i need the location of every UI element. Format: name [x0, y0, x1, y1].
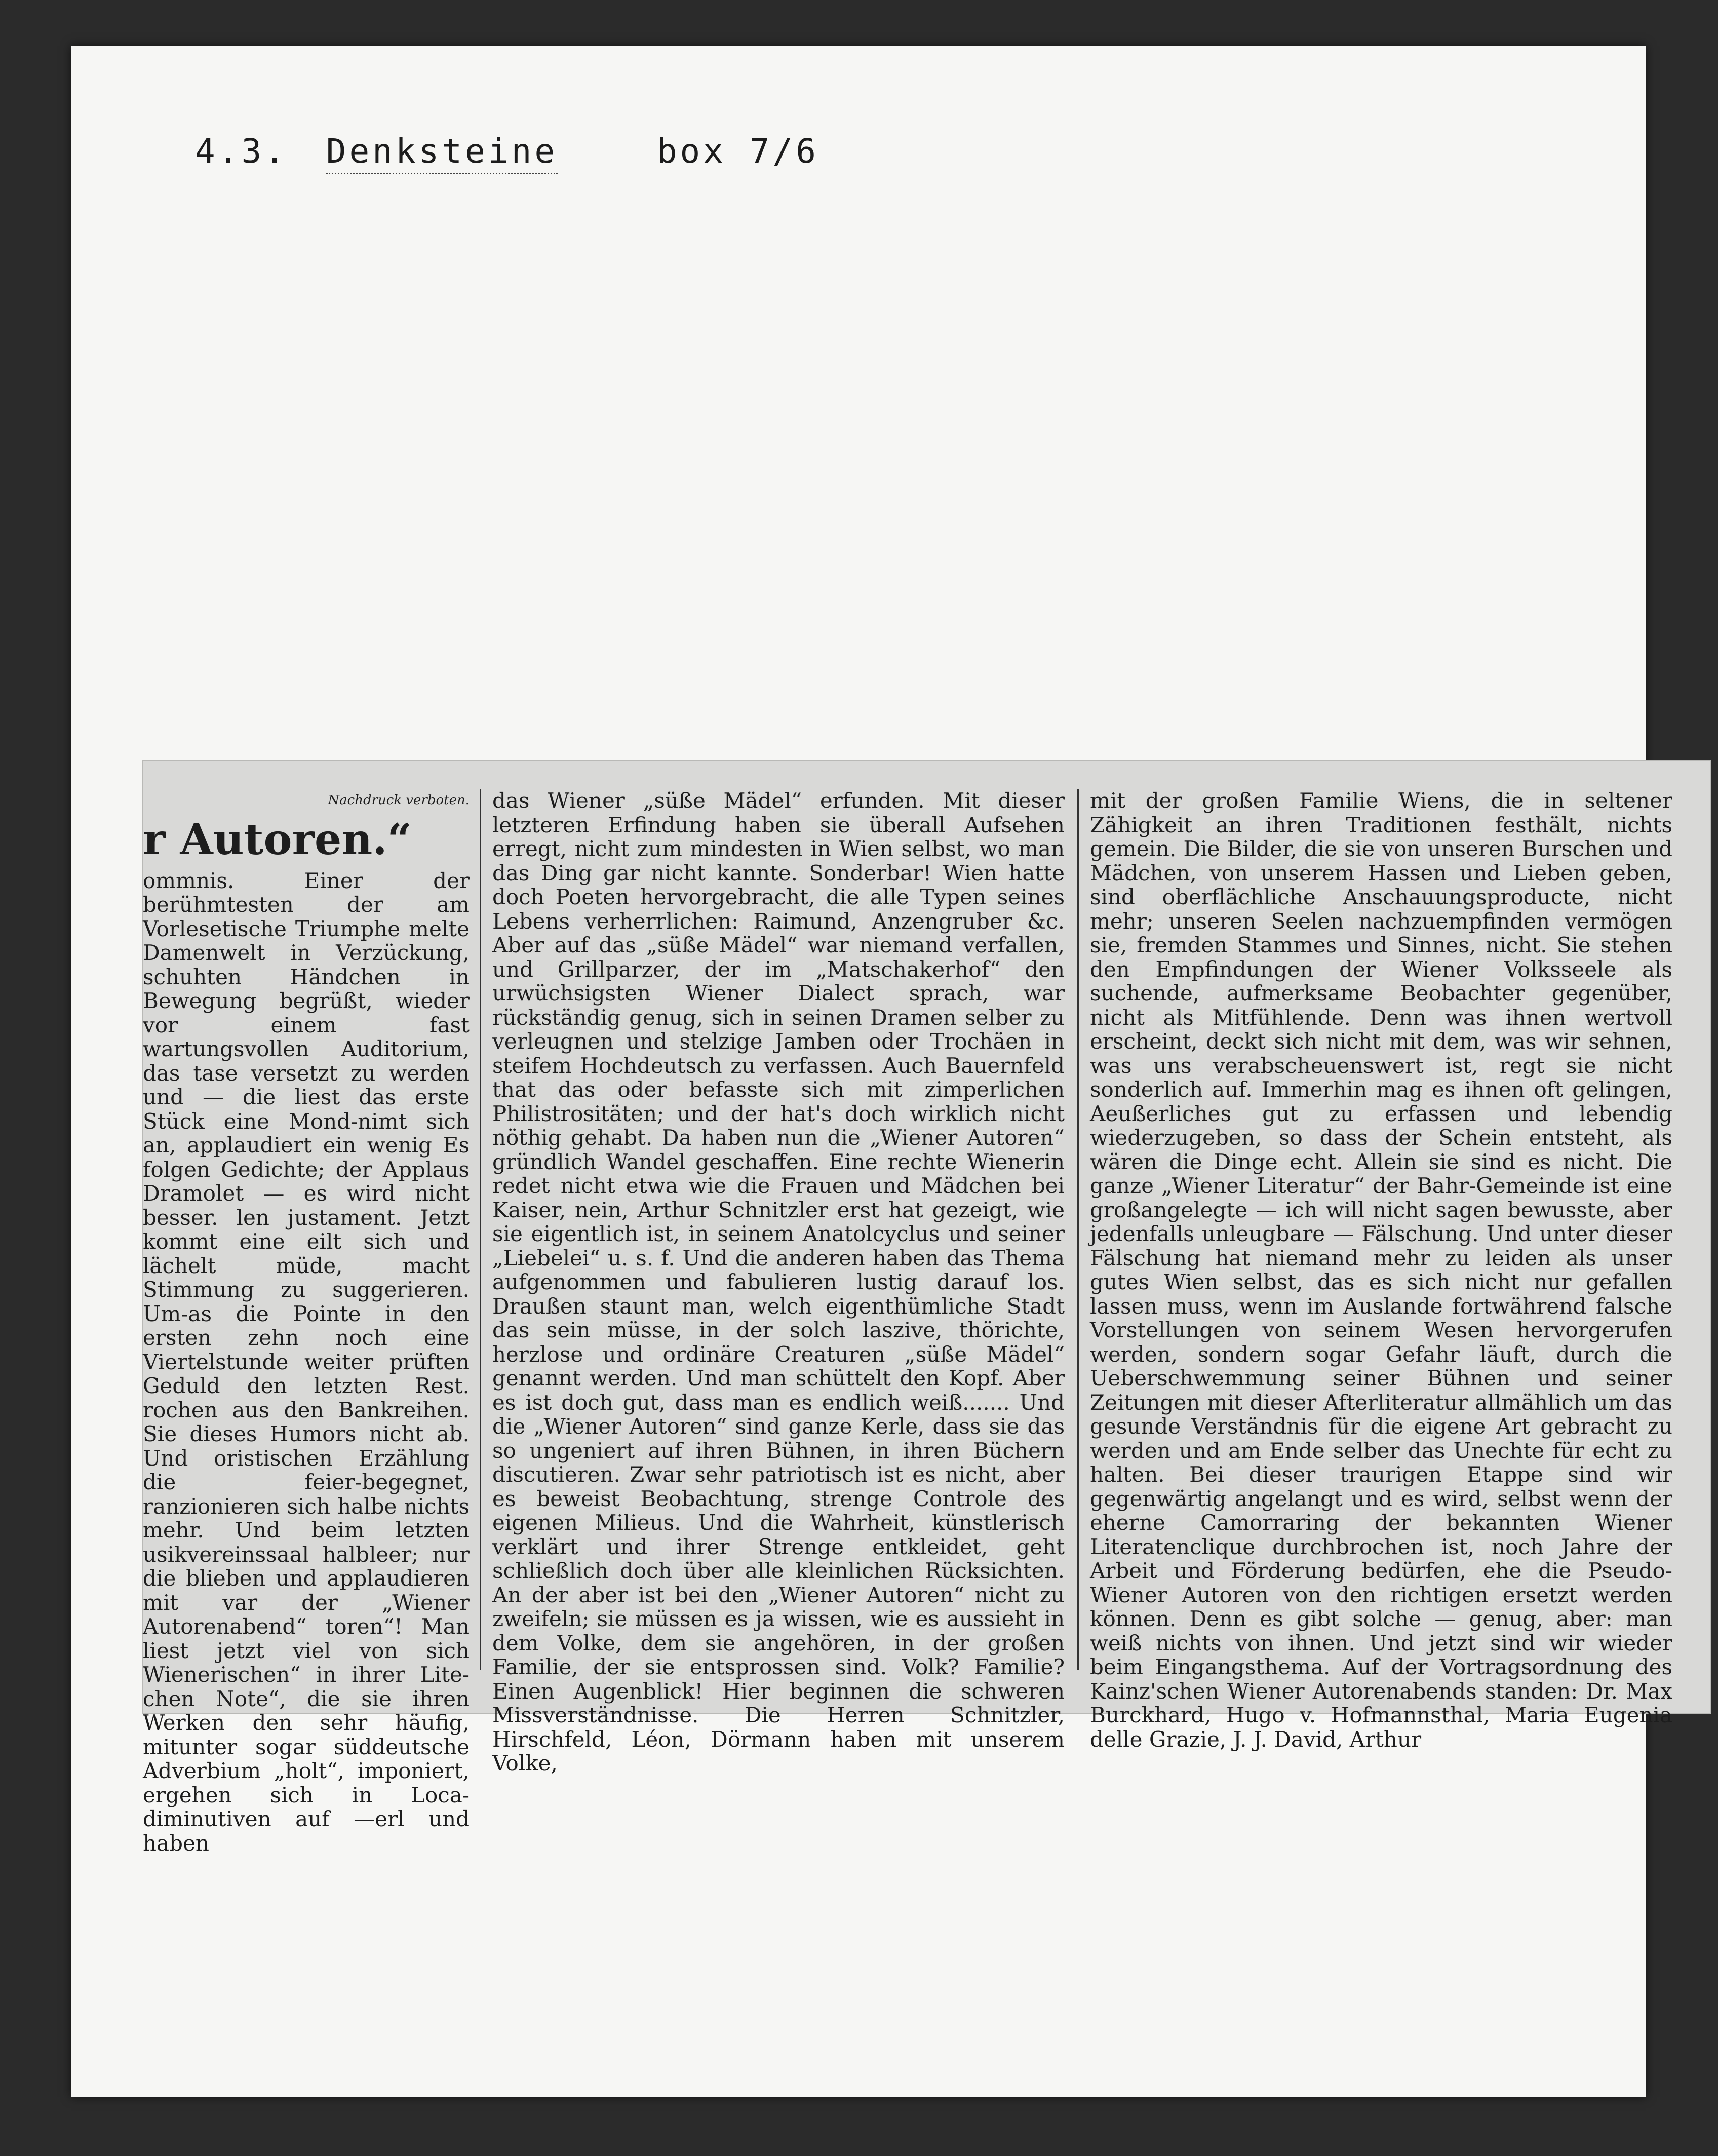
- article-title: r Autoren.“: [143, 814, 412, 864]
- clipping-column-3: [1090, 788, 1672, 1752]
- archive-header: [195, 132, 819, 171]
- column-divider: [480, 789, 481, 1670]
- archive-sheet: [71, 46, 1672, 2097]
- folder-reference: 4.3.: [195, 132, 288, 171]
- newspaper-clipping: [142, 760, 1711, 1856]
- clipping-column-1: [143, 789, 470, 1856]
- clipping-column-2: [492, 788, 1065, 1776]
- column-divider: [1077, 789, 1079, 1670]
- reprint-notice: Nachdruck verboten.: [328, 793, 470, 808]
- column-3-text: mit der großen Familie Wiens, die in seltener Zähigkeit an ihren Traditionen festhält, nichts gemein. Die Bilder, die sie von unseren Burschen und Mädchen, von unserem Hassen und Lieben geben, sind oberflächliche Anschauungsproducte, nicht mehr; unseren Seelen nachzuempfinden vermögen sie, fremden Stammes und Sinnes, nicht. Sie stehen den Empfindungen der Wiener Volksseele als suchende, aufmerksame Beobachter gegenüber, nicht als Mitfühlende. Denn was ihnen wertvoll erscheint, deckt sich nicht mit dem, was wir sehnen, was uns verabscheuenswert ist, regt sie nicht sonderlich auf. Immerhin mag es ihnen oft gelingen, Aeußerliches gut zu erfassen und lebendig wiederzugeben, so dass der Schein entsteht, als wären die Dinge echt. Allein sie sind es nicht. Die ganze „Wiener Literatur“ der Bahr-Gemeinde ist eine großangelegte — ich will nicht sagen bewusste, aber jedenfalls unleugbare — Fälschung. Und unter dieser Fälschung hat niemand mehr zu leiden als unser gutes Wien selbst, das es sich nicht nur gefallen lassen muss, wenn im Auslande fortwährend falsche Vorstellungen von seinem Wesen hervorgerufen werden, sondern sogar Gefahr läuft, durch die Ueberschwemmung seiner Bühnen und seiner Zeitungen mit dieser Afterliteratur allmählich um das gesunde Verständnis für die eigene Art gebracht zu werden und am Ende selber das Unechte für echt zu halten. Bei dieser traurigen Etappe sind wir gegenwärtig angelangt und es wird, selbst wenn der eherne Camorraring der bekannten Wiener Literatenclique durchbrochen ist, noch Jahre der Arbeit und Förderung bedürfen, ehe die Pseudo-Wiener Autoren von den richtigen ersetzt werden können. Denn es gibt solche — genug, aber: man weiß nichts von ihnen. Und jetzt sind wir wieder beim Eingangsthema. Auf der Vortragsordnung des Kainz'schen Wiener Autorenabends standen: Dr. Max Burckhard, Hugo v. Hofmannsthal, Maria Eugenia delle Grazie, J. J. David, Arthur: [1090, 788, 1672, 1752]
- folder-title: Denksteine: [326, 132, 558, 174]
- box-number: box 7/6: [656, 132, 819, 171]
- column-2-text: das Wiener „süße Mädel“ erfunden. Mit dieser letzteren Erfindung haben sie überall Aufsehen erregt, nicht zum mindesten in Wien selbst, wo man das Ding gar nicht kannte. Sonderbar! Wien hatte doch Poeten hervorgebracht, die alle Typen seines Lebens verherrlichen: Raimund, Anzengruber &c. Aber auf das „süße Mädel“ war niemand verfallen, und Grillparzer, der im „Matschakerhof“ den urwüchsigsten Wiener Dialect sprach, war rückständig genug, sich in seinen Dramen selber zu verleugnen und stelzige Jamben oder Trochäen in steifem Hochdeutsch zu verfassen. Auch Bauernfeld that das oder befasste sich mit zimperlichen Philistrositäten; und der hat's doch wirklich nicht nöthig gehabt. Da haben nun die „Wiener Autoren“ gründlich Wandel geschaffen. Eine rechte Wienerin redet nicht etwa wie die Frauen und Mädchen bei Kaiser, nein, Arthur Schnitzler erst hat gezeigt, wie sie eigentlich ist, in seinem Anatolcyclus und seiner „Liebelei“ u. s. f. Und die anderen haben das Thema aufgenommen und fabulieren lustig darauf los. Draußen staunt man, welch eigenthümliche Stadt das sein müsse, in der solch laszive, thörichte, herzlose und ordinäre Creaturen „süße Mädel“ genannt werden. Und man schüttelt den Kopf. Aber es ist doch gut, dass man es endlich weiß....... Und die „Wiener Autoren“ sind ganze Kerle, dass sie das so ungeniert auf ihren Bühnen, in ihren Büchern discutieren. Zwar sehr patriotisch ist es nicht, aber es beweist Beobachtung, strenge Controle des eigenen Milieus. Und die Wahrheit, künstlerisch verklärt und ihrer Strenge entkleidet, geht schließlich doch über alle kleinlichen Rücksichten. An der aber ist bei den „Wiener Autoren“ nicht zu zweifeln; sie müssen es ja wissen, wie es aussieht in dem Volke, dem sie angehören, in der großen Familie, der sie entsprossen sind. Volk? Familie? Einen Augenblick! Hier beginnen die schweren Missverständnisse. Die Herren Schnitzler, Hirschfeld, Léon, Dörmann haben mit unserem Volke,: [492, 788, 1065, 1776]
- column-1-text: ommnis. Einer der berühmtesten der am Vorlesetische Triumphe melte Damenwelt in Verzückung, schuhten Händchen in Bewegung begrüßt, wieder vor einem fast wartungsvollen Auditorium, das tase versetzt zu werden und — die liest das erste Stück eine Mond-nimt sich an, applaudiert ein wenig Es folgen Gedichte; der Applaus Dramolet — es wird nicht besser. len justament. Jetzt kommt eine eilt sich und lächelt müde, macht Stimmung zu suggerieren. Um-as die Pointe in den ersten zehn noch eine Viertelstunde weiter prüften Geduld den letzten Rest. rochen aus den Bankreihen. Sie dieses Humors nicht ab. Und oristischen Erzählung die feier-begegnet, ranzionieren sich halbe nichts mehr. Und beim letzten usikvereinssaal halbleer; nur die blieben und applaudieren mit var der „Wiener Autorenabend“ toren“! Man liest jetzt viel von sich Wienerischen“ in ihrer Lite-chen Note“, die sie ihren Werken den sehr häufig, mitunter sogar süddeutsche Adverbium „holt“, imponiert, ergehen sich in Loca-diminutiven auf —erl und haben: [143, 868, 470, 1856]
